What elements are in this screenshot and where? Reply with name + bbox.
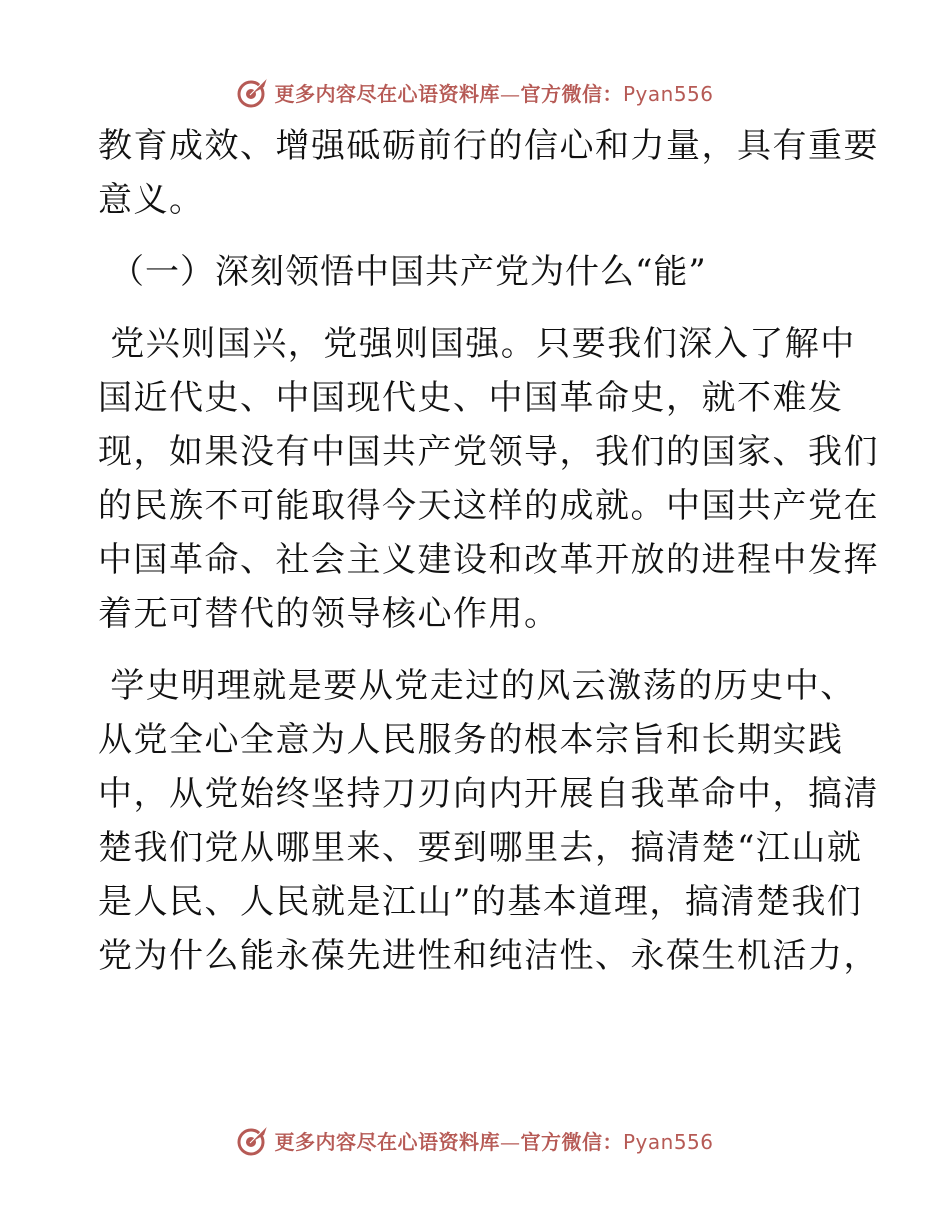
watermark-wechat-id: Pyan556: [622, 1129, 714, 1154]
paragraph-1: [98, 119, 879, 227]
watermark-banner-bottom: [0, 1120, 950, 1160]
section-heading: （一）深刻领悟中国共产党为什么“能”: [110, 252, 707, 292]
watermark-wechat-label: 官方微信：: [520, 1129, 623, 1154]
text-line: 党为什么能永葆先进性和纯洁性、永葆生机活力，: [98, 936, 879, 976]
text-line: 教育成效、增强砥砺前行的信心和力量，具有重要: [98, 126, 879, 166]
watermark-text: [274, 78, 713, 107]
text-line: 是人民、人民就是江山”的基本道理，搞清楚我们: [98, 882, 863, 922]
watermark-separator: —: [499, 1129, 521, 1154]
watermark-site: 更多内容尽在心语资料库: [274, 1129, 500, 1154]
text-line: 现，如果没有中国共产党领导，我们的国家、我们: [98, 432, 879, 472]
quill-logo-icon: [236, 1123, 270, 1157]
text-line: 中，从党始终坚持刀刃向内开展自我革命中，搞清: [98, 774, 879, 814]
paragraph-3: [98, 659, 879, 983]
quill-logo-icon: [236, 75, 270, 109]
paragraph-2: [98, 317, 879, 641]
document-body: [98, 119, 879, 983]
watermark-wechat-label: 官方微信：: [520, 81, 623, 106]
watermark-banner-top: [0, 72, 950, 112]
text-line: 意义。: [98, 180, 205, 220]
watermark-separator: —: [499, 81, 521, 106]
text-line: 的民族不可能取得今天这样的成就。中国共产党在: [98, 486, 879, 526]
watermark-site: 更多内容尽在心语资料库: [274, 81, 500, 106]
text-line: 楚我们党从哪里来、要到哪里去，搞清楚“江山就: [98, 828, 863, 868]
watermark-text: [274, 1126, 713, 1155]
text-line: 国近代史、中国现代史、中国革命史，就不难发: [98, 378, 844, 418]
text-line: 中国革命、社会主义建设和改革开放的进程中发挥: [98, 540, 879, 580]
text-line: 党兴则国兴，党强则国强。只要我们深入了解中: [98, 324, 856, 364]
text-line: 着无可替代的领导核心作用。: [98, 594, 560, 634]
text-line: 从党全心全意为人民服务的根本宗旨和长期实践: [98, 720, 844, 760]
text-line: 学史明理就是要从党走过的风云激荡的历史中、: [98, 666, 856, 706]
watermark-wechat-id: Pyan556: [622, 81, 714, 106]
